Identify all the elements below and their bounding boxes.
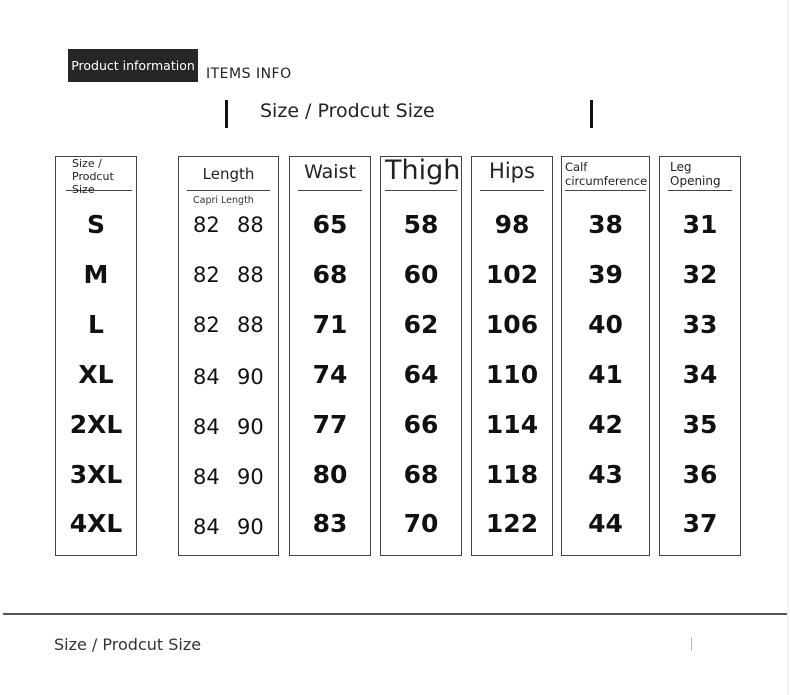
- leg-header-line: Leg: [670, 160, 692, 174]
- hips-cell: 98: [494, 210, 530, 239]
- waist-cell: 74: [312, 360, 348, 389]
- hips-cell: 110: [485, 360, 539, 389]
- hips-column-header: [480, 157, 544, 191]
- size-header-line: Prodcut: [72, 170, 114, 183]
- capri-length-value: 88: [237, 213, 264, 237]
- calf-header-line: circumference: [565, 174, 648, 188]
- capri-length-value: 88: [237, 263, 264, 287]
- capri-length-value: 90: [237, 515, 264, 539]
- length-column: [178, 156, 279, 556]
- hips-cell: 122: [485, 509, 539, 538]
- leg-column-header: [668, 157, 732, 191]
- leg-cell: 32: [682, 260, 718, 289]
- thigh-column-header: [385, 155, 461, 191]
- title-right-bar: [590, 100, 593, 128]
- calf-cell: 44: [588, 509, 623, 538]
- calf-cell: 41: [588, 360, 623, 389]
- calf-column-header: [565, 157, 646, 191]
- capri-length-label: Capri Length: [193, 195, 254, 206]
- length-row: [179, 310, 278, 340]
- calf-cell: 43: [588, 460, 623, 489]
- thigh-cell: 58: [403, 210, 439, 239]
- length-row: [179, 260, 278, 290]
- length-value: 84: [193, 415, 220, 439]
- size-cell: S: [86, 210, 105, 239]
- length-row: [179, 462, 278, 492]
- thigh-cell: 66: [403, 410, 439, 439]
- waist-cell: 80: [312, 460, 348, 489]
- thigh-cell: 70: [403, 509, 439, 538]
- length-value: 82: [193, 213, 220, 237]
- thigh-cell: 62: [403, 310, 439, 339]
- length-value: 82: [193, 263, 220, 287]
- capri-length-value: 90: [237, 415, 264, 439]
- hips-column: [471, 156, 553, 556]
- size-cell: L: [88, 310, 104, 339]
- title-left-bar: [225, 100, 228, 128]
- size-cell: 2XL: [69, 410, 123, 439]
- length-row: [179, 362, 278, 392]
- calf-cell: 40: [588, 310, 623, 339]
- hips-cell: 106: [485, 310, 539, 339]
- hips-cell: 118: [485, 460, 539, 489]
- waist-cell: 65: [312, 210, 348, 239]
- capri-length-value: 90: [237, 365, 264, 389]
- length-column-header: [187, 157, 270, 191]
- size-cell: 4XL: [69, 509, 123, 538]
- waist-cell: 77: [312, 410, 348, 439]
- product-information-badge: Product information: [68, 49, 198, 82]
- waist-column: [289, 156, 371, 556]
- leg-header-line: Opening: [670, 174, 721, 188]
- size-header-line: Size: [72, 183, 95, 196]
- capri-length-value: 88: [237, 313, 264, 337]
- thigh-column: [380, 156, 462, 556]
- length-value: 82: [193, 313, 220, 337]
- capri-length-value: 90: [237, 465, 264, 489]
- length-row: [179, 512, 278, 542]
- right-edge: [787, 0, 789, 695]
- thigh-cell: 64: [403, 360, 439, 389]
- waist-column-header: [298, 157, 362, 191]
- length-header: Length: [202, 165, 255, 183]
- waist-cell: 68: [312, 260, 348, 289]
- leg-cell: 33: [682, 310, 718, 339]
- hips-cell: 102: [485, 260, 539, 289]
- hips-header: Hips: [489, 159, 535, 183]
- waist-cell: 83: [312, 509, 348, 538]
- footer-size-title: Size / Prodcut Size: [54, 635, 202, 654]
- leg-opening-column: [659, 156, 741, 556]
- thigh-header: Thigh: [385, 155, 461, 186]
- waist-header: Waist: [304, 161, 356, 183]
- footer-tick: [691, 637, 692, 651]
- length-row: [179, 412, 278, 442]
- size-column-header: [66, 157, 132, 196]
- items-info-heading: ITEMS INFO: [206, 66, 292, 82]
- calf-header-line: Calf: [565, 160, 588, 174]
- calf-cell: 42: [588, 410, 623, 439]
- length-row: [179, 210, 278, 240]
- footer-divider: [3, 613, 788, 615]
- size-cell: M: [83, 260, 109, 289]
- size-cell: 3XL: [69, 460, 123, 489]
- thigh-cell: 60: [403, 260, 439, 289]
- hips-cell: 114: [485, 410, 539, 439]
- calf-cell: 38: [588, 210, 623, 239]
- length-value: 84: [193, 365, 220, 389]
- size-column: [55, 156, 137, 556]
- size-chart-title: Size / Prodcut Size: [260, 100, 435, 122]
- leg-cell: 36: [682, 460, 718, 489]
- leg-cell: 34: [682, 360, 718, 389]
- leg-cell: 37: [682, 509, 718, 538]
- calf-cell: 39: [588, 260, 623, 289]
- length-value: 84: [193, 465, 220, 489]
- thigh-cell: 68: [403, 460, 439, 489]
- length-value: 84: [193, 515, 220, 539]
- size-cell: XL: [78, 360, 114, 389]
- leg-cell: 35: [682, 410, 718, 439]
- waist-cell: 71: [312, 310, 348, 339]
- size-header-line: Size /: [72, 157, 102, 170]
- calf-circumference-column: [561, 156, 650, 556]
- leg-cell: 31: [682, 210, 718, 239]
